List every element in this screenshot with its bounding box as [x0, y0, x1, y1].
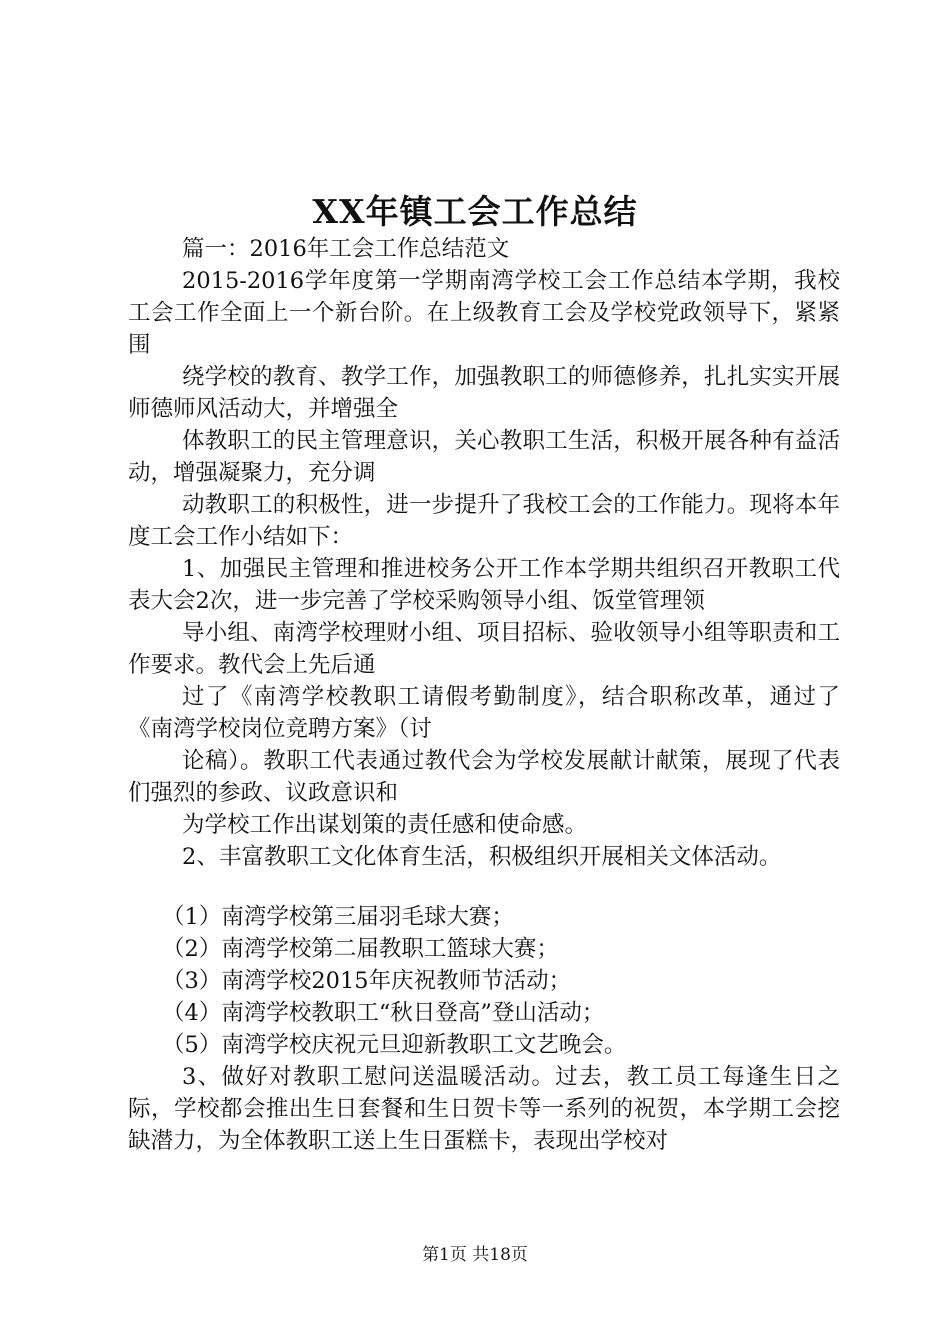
paragraph: 1、加强民主管理和推进校务公开工作本学期共组织召开教职工代表大会2次，进一步完善了学校采购领导小组、饭堂管理领 — [128, 556, 840, 614]
paragraph: 过了《南湾学校教职工请假考勤制度》，结合职称改革，通过了《南湾学校岗位竞聘方案》（讨 — [128, 684, 840, 742]
list-item: （5）南湾学校庆祝元旦迎新教职工文艺晚会。 — [162, 1032, 627, 1058]
list-item: （1）南湾学校第三届羽毛球大赛； — [162, 904, 514, 930]
paragraph: 2、丰富教职工文化体育生活，积极组织开展相关文体活动。 — [182, 844, 782, 870]
paragraph: 篇一：2016年工会工作总结范文 — [182, 236, 510, 262]
paragraph: 动教职工的积极性，进一步提升了我校工会的工作能力。现将本年度工会工作小结如下： — [128, 492, 840, 550]
list-item: （2）南湾学校第二届教职工篮球大赛； — [162, 936, 559, 962]
page-number: 第1页 共18页 — [422, 1245, 528, 1265]
document-title: XX年镇工会工作总结 — [312, 192, 638, 231]
paragraph: 绕学校的教育、教学工作，加强教职工的师德修养，扎扎实实开展师德师风活动大，并增强全 — [128, 364, 840, 422]
paragraph: 论稿）。教职工代表通过教代会为学校发展献计献策，展现了代表们强烈的参政、议政意识和 — [128, 748, 840, 806]
spacer — [128, 873, 840, 901]
paragraph: 2015-2016学年度第一学期南湾学校工会工作总结本学期，我校工会工作全面上一个新台阶。在上级教育工会及学校党政领导下，紧紧围 — [128, 268, 840, 358]
activity-list — [128, 901, 840, 1061]
document-body — [128, 233, 840, 1157]
paragraph: 体教职工的民主管理意识，关心教职工生活，积极开展各种有益活动，增强凝聚力，充分调 — [128, 428, 840, 486]
paragraph: 3、做好对教职工慰问送温暖活动。过去，教工员工每逢生日之际，学校都会推出生日套餐和生日贺卡等一系列的祝贺，本学期工会挖缺潜力，为全体教职工送上生日蛋糕卡，表现出学校对 — [128, 1064, 840, 1154]
list-item: （3）南湾学校2015年庆祝教师节活动； — [162, 968, 572, 994]
list-item: （4）南湾学校教职工“秋日登高”登山活动； — [162, 1000, 605, 1026]
paragraph: 导小组、南湾学校理财小组、项目招标、验收领导小组等职责和工作要求。教代会上先后通 — [128, 620, 840, 678]
paragraph: 为学校工作出谋划策的责任感和使命感。 — [182, 812, 588, 838]
